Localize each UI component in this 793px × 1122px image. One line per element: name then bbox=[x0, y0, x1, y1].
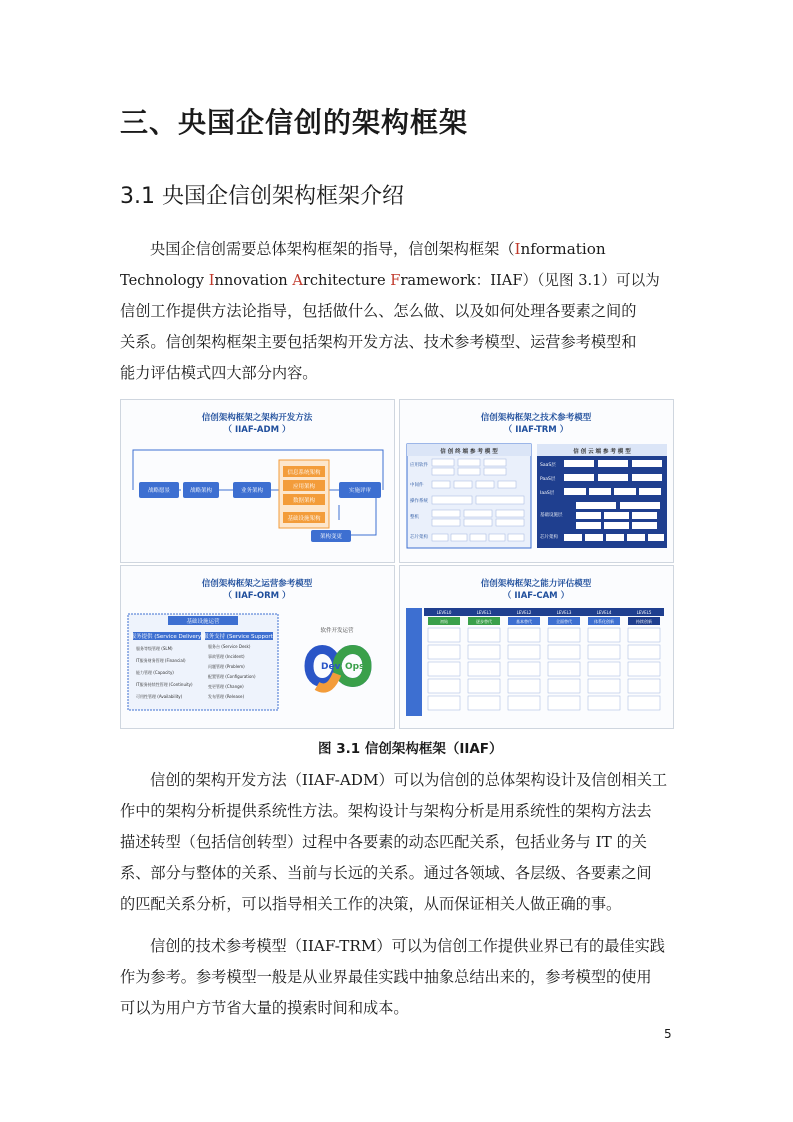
intro-text: 关系。信创架构框架主要包括架构开发方法、技术参考模型、运营参考模型和 bbox=[120, 333, 637, 351]
cam-level: LEVEL5 bbox=[636, 610, 652, 615]
trm-right-row: 基础设施层 bbox=[540, 513, 563, 518]
section-title: 3.1 央国企信创架构框架介绍 bbox=[120, 184, 404, 209]
trm-title: 信创架构框架之技术参考模型 bbox=[480, 413, 592, 423]
orm-col2-header: 服务支持 (Service Support) bbox=[203, 634, 275, 640]
highlight-letter: A bbox=[292, 272, 303, 289]
cam-level: LEVEL4 bbox=[596, 610, 612, 615]
cam-stage: 逐步替代 bbox=[476, 619, 492, 624]
cam-stage: 基本替代 bbox=[516, 619, 532, 624]
intro-text: nnovation bbox=[214, 272, 293, 289]
trm-left-row: 整机 bbox=[410, 515, 419, 520]
adm-box-label: 应用架构 bbox=[292, 484, 316, 490]
adm-box-label: 信息系统架构 bbox=[287, 470, 321, 476]
orm-col2-item: 问题管理 (Problem) bbox=[208, 664, 245, 669]
orm-col2-item: 变更管理 (Change) bbox=[208, 684, 244, 689]
adm-box-label: 数据架构 bbox=[292, 498, 316, 504]
adm-box-label: 战略架构 bbox=[189, 488, 213, 494]
cam-level: LEVEL3 bbox=[556, 610, 572, 615]
orm-col2-item: 配置管理 (Configuration) bbox=[208, 674, 256, 679]
figure-orm-panel bbox=[120, 565, 395, 729]
adm-title: 信创架构框架之架构开发方法 bbox=[201, 413, 313, 423]
figure-cam-panel bbox=[399, 565, 674, 729]
trm-left-row: 应用软件 bbox=[410, 463, 428, 468]
orm-col1-item: 可用性管理 (Availability) bbox=[136, 694, 183, 699]
trm-right-row: SaaS层 bbox=[540, 463, 556, 468]
paragraph-line: 可以为用户方节省大量的摸索时间和成本。 bbox=[120, 999, 409, 1017]
figure-adm-panel bbox=[120, 399, 395, 563]
paragraph-line: 系、部分与整体的关系、当前与长远的关系。通过各领域、各层级、各要素之间 bbox=[120, 864, 652, 882]
cam-level: LEVEL2 bbox=[516, 610, 532, 615]
trm-paragraph bbox=[120, 931, 672, 1024]
paragraph-line: 的匹配关系分析，可以指导相关工作的决策，从而保证相关人做正确的事。 bbox=[120, 895, 622, 913]
orm-col2-item: 发布管理 (Release) bbox=[208, 694, 245, 699]
cam-level: LEVEL1 bbox=[476, 610, 492, 615]
orm-title: 信创架构框架之运营参考模型 bbox=[201, 579, 313, 589]
paragraph-line: 作为参考。参考模型一般是从业界最佳实践中抽象总结出来的，参考模型的使用 bbox=[120, 968, 652, 986]
figure-trm-panel bbox=[399, 399, 674, 563]
orm-col2-item: 服务台 (Service Desk) bbox=[208, 644, 251, 649]
orm-col1-item: IT服务财务管理 (Financial) bbox=[136, 658, 186, 663]
trm-subtitle: （ IIAF-TRM ） bbox=[503, 425, 569, 435]
intro-text: nformation bbox=[520, 240, 606, 258]
cam-subtitle: （ IIAF-CAM ） bbox=[502, 591, 570, 601]
trm-left-row: 中间件 bbox=[410, 483, 424, 488]
chapter-heading: 三、央国企信创的架构框架 bbox=[120, 106, 469, 139]
adm-box-label: 架构变更 bbox=[319, 534, 343, 540]
intro-text: rchitecture bbox=[302, 272, 391, 289]
page-number: 5 bbox=[664, 1027, 672, 1041]
paragraph-line: 描述转型（包括信创转型）过程中各要素的动态匹配关系，包括业务与 IT 的关 bbox=[120, 833, 647, 851]
trm-right-row: PaaS层 bbox=[540, 477, 556, 482]
paragraph-line: 信创的技术参考模型（IIAF-TRM）可以为信创工作提供业界已有的最佳实践 bbox=[150, 937, 665, 955]
paragraph-line: 信创的架构开发方法（IIAF-ADM）可以为信创的总体架构设计及信创相关工 bbox=[150, 771, 668, 789]
trm-right-row: 芯片架构 bbox=[540, 535, 558, 540]
cam-stage: 初始 bbox=[440, 619, 448, 624]
adm-box-label: 业务架构 bbox=[240, 488, 264, 494]
intro-paragraph bbox=[120, 234, 672, 389]
orm-col1-item: IT服务持续性管理 (Continuity) bbox=[136, 682, 193, 687]
orm-loop-label: 软件开发运营 bbox=[320, 628, 354, 634]
intro-text: 央国企信创需要总体架构框架的指导，信创架构框架（ bbox=[150, 240, 515, 258]
cam-stage: 持续创新 bbox=[636, 619, 652, 624]
adm-box-label: 基础设施架构 bbox=[287, 516, 321, 522]
trm-left-row: 芯片架构 bbox=[410, 535, 428, 540]
orm-col1-item: 能力管理 (Capacity) bbox=[136, 670, 174, 675]
trm-cloud-model bbox=[537, 444, 667, 548]
paragraph-line: 作中的架构分析提供系统性方法。架构设计与架构分析是用系统性的架构方法去 bbox=[120, 802, 652, 820]
trm-right-row: IaaS层 bbox=[540, 491, 555, 496]
intro-text: ramework：IIAF）（见图 3.1）可以为 bbox=[400, 272, 660, 289]
highlight-letter: I bbox=[514, 240, 521, 258]
cam-stage: 全面替代 bbox=[556, 619, 572, 624]
orm-subtitle: （ IIAF-ORM ） bbox=[223, 591, 291, 601]
intro-text: Technology bbox=[120, 272, 209, 289]
orm-dev-label: Dev bbox=[321, 662, 341, 672]
figure-caption: 图 3.1 信创架构框架（IIAF） bbox=[318, 741, 503, 757]
orm-panel-title: 基础设施运营 bbox=[186, 619, 220, 625]
orm-ops-label: Ops bbox=[345, 662, 365, 672]
intro-text: 信创工作提供方法论指导，包括做什么、怎么做、以及如何处理各要素之间的 bbox=[120, 302, 637, 320]
orm-col2-item: 事故管理 (Incident) bbox=[208, 654, 245, 659]
cam-stage: 体系化创新 bbox=[594, 619, 614, 624]
adm-paragraph bbox=[120, 765, 672, 920]
cam-grid bbox=[428, 628, 660, 710]
adm-box-label: 战略愿景 bbox=[147, 488, 171, 494]
highlight-letter: F bbox=[390, 272, 401, 289]
highlight-letter: I bbox=[208, 272, 215, 289]
orm-col1-item: 服务等级管理 (SLM) bbox=[136, 646, 173, 651]
intro-text: 能力评估模式四大部分内容。 bbox=[120, 364, 318, 382]
trm-left-header: 信 创 终 端 参 考 模 型 bbox=[440, 449, 498, 455]
cam-level: LEVEL0 bbox=[436, 610, 452, 615]
trm-left-row: 操作系统 bbox=[410, 499, 428, 504]
cam-title: 信创架构框架之能力评估模型 bbox=[480, 579, 592, 589]
trm-right-header: 信 创 云 端 参 考 模 型 bbox=[573, 449, 631, 455]
adm-subtitle: （ IIAF-ADM ） bbox=[223, 425, 291, 435]
orm-col1-header: 服务提供 (Service Delivery) bbox=[130, 634, 204, 640]
adm-box-label: 实施评审 bbox=[348, 488, 372, 494]
